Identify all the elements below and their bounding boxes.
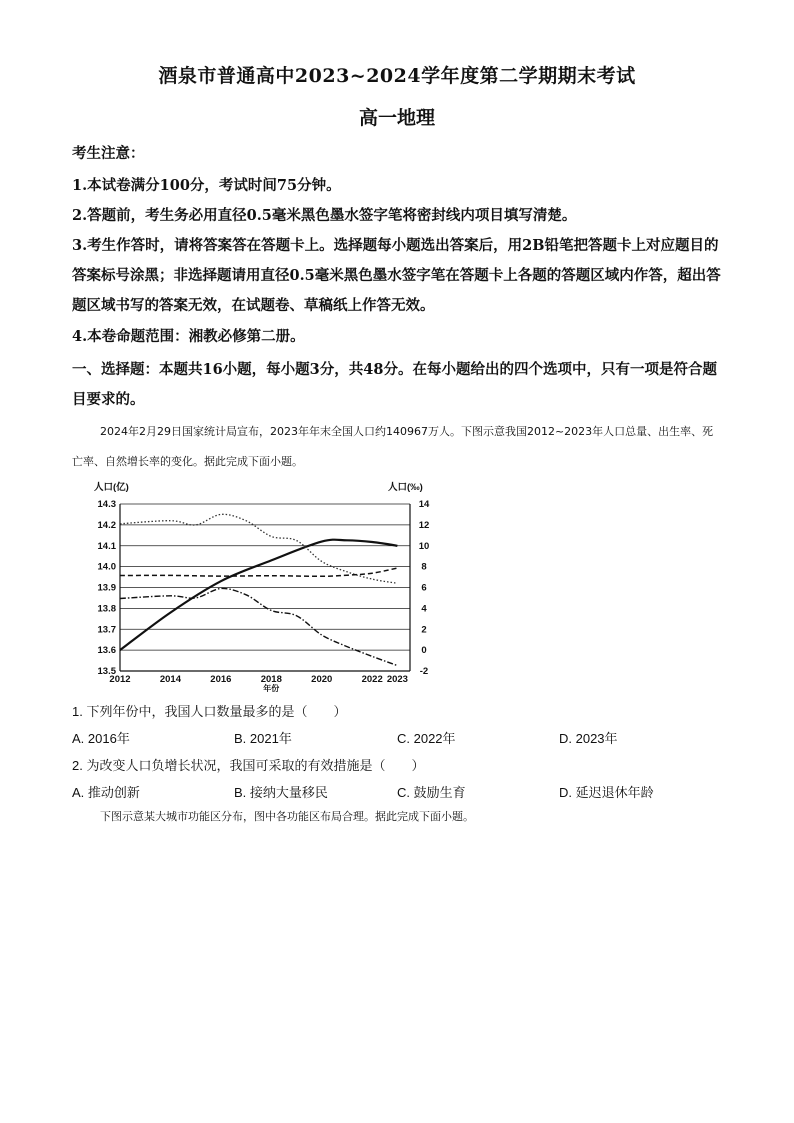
y-tick-left: 14.3 [97,499,116,510]
exam-title: 酒泉市普通高中2023~2024学年度第二学期期末考试 [158,65,636,87]
x-axis-label: 年份 [263,684,280,692]
y-tick-left: 13.5 [97,666,116,677]
section1-heading: 一、选择题：本题共16小题，每小题3分，共48分。在每小题给出的四个选项中，只有一项是符合题目要求的。 [72,361,717,408]
question-2-stem: 2. 为改变人口负增长状况，我国可采取的有效措施是（ ） [72,758,425,773]
series-line-natural-growth-rate [120,588,397,665]
question-1-option-b[interactable]: B. 2021年 [234,731,292,746]
y-tick-left: 14.2 [97,519,116,531]
y-axis-label-left: 人口(亿) [94,482,129,493]
question-1-option-a[interactable]: A. 2016年 [72,731,130,746]
notice-item-1: 1.本试卷满分100分，考试时间75分钟。 [72,177,341,194]
y-tick-right: 10 [418,540,430,552]
x-tick-label: 2020 [311,674,333,685]
y-tick-left: 13.9 [97,582,116,594]
question-1-option-c[interactable]: C. 2022年 [397,731,456,746]
y-tick-right: 14 [418,499,430,510]
section1-intro: 2024年2月29日国家统计局宣布，2023年年末全国人口约140967万人。下图示意我国2012~2023年人口总量、出生率、死亡率、自然增长率的变化。据此完成下面小题。 [72,425,714,468]
y-tick-left: 13.7 [97,624,116,636]
y-tick-right: 4 [421,603,427,615]
series-line-population-total [120,540,397,650]
x-tick-label: 2014 [159,674,182,685]
chart-labels [94,481,430,692]
notice-item-3: 3.考生作答时，请将答案答在答题卡上。选择题每小题选出答案后，用2B铅笔把答题卡上对应题目的答案标号涂黑；非选择题请用直径0.5毫米黑色墨水签字笔在答题卡上各题的答题区域内作答，超出答题区域书写的答案无效，在试题卷、草稿纸上作答无效。 [72,237,721,314]
population-chart [92,477,438,692]
y-tick-right: -2 [419,666,429,677]
question-1-option-d[interactable]: D. 2023年 [559,731,618,746]
notice-item-4: 4.本卷命题范围：湘教必修第二册。 [72,328,305,345]
x-tick-label: 2023 [386,674,408,685]
chart-series [120,514,397,665]
y-axis-label-right: 人口(‰) [388,482,423,493]
notice-item-2: 2.答题前，考生务必用直径0.5毫米黑色墨水签字笔将密封线内项目填写清楚。 [72,207,577,224]
question-2-option-b[interactable]: B. 接纳大量移民 [234,785,328,800]
y-tick-left: 14.0 [97,561,116,573]
section1-intro-2: 下图示意某大城市功能区分布，图中各功能区布局合理。据此完成下面小题。 [100,810,474,823]
y-tick-left: 14.1 [97,540,116,552]
y-tick-left: 13.8 [97,603,116,615]
x-tick-label: 2018 [260,674,282,685]
x-tick-label: 2012 [109,674,131,685]
chart-grid [120,504,410,671]
question-2-option-d[interactable]: D. 延迟退休年龄 [559,785,654,800]
y-tick-right: 8 [421,561,427,573]
x-tick-label: 2016 [210,674,232,685]
exam-subject: 高一地理 [358,107,435,129]
x-tick-label: 2022 [361,674,383,685]
question-1-stem: 1. 下列年份中，我国人口数量最多的是（ ） [72,704,347,719]
y-tick-right: 2 [421,624,427,636]
series-line-death-rate [120,568,397,576]
question-2-option-c[interactable]: C. 鼓励生育 [397,785,466,800]
question-2-option-a[interactable]: A. 推动创新 [72,785,140,800]
y-tick-right: 6 [421,582,427,594]
y-tick-right: 0 [421,645,427,657]
y-tick-left: 13.6 [97,645,116,657]
y-tick-right: 12 [418,519,430,531]
notice-heading: 考生注意： [72,145,145,162]
